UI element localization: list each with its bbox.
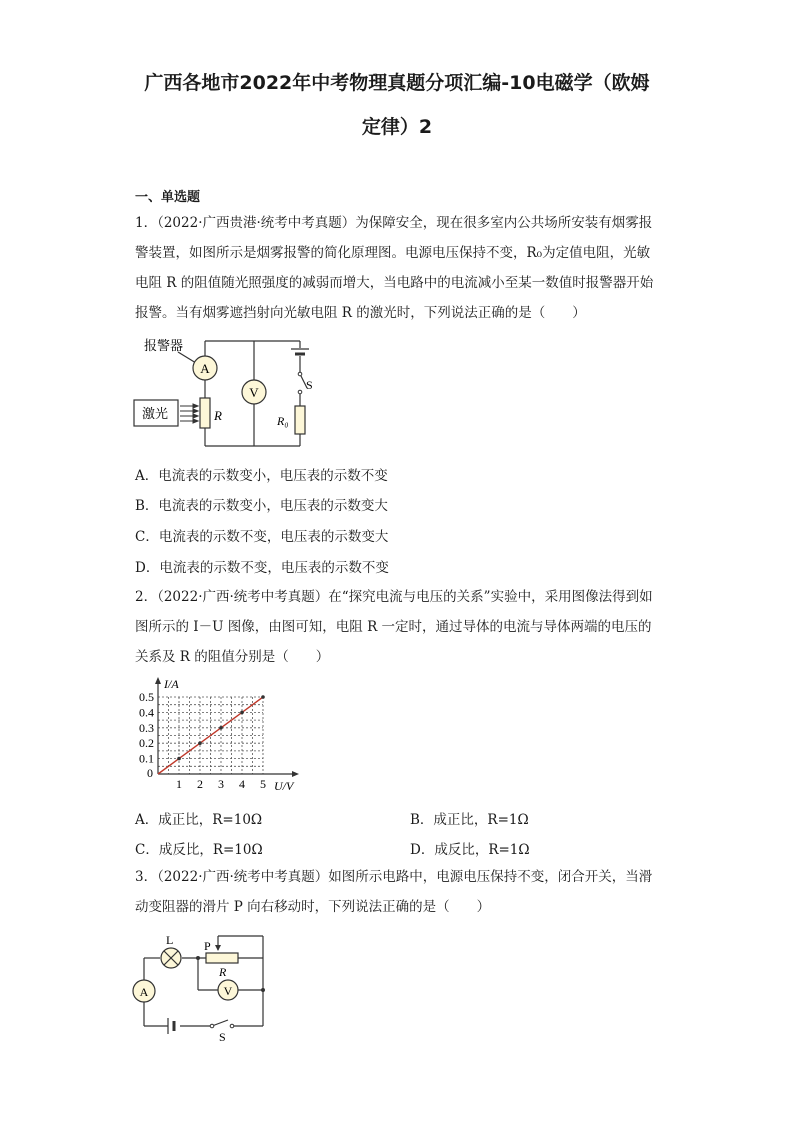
alarm-label: 报警器 [144, 338, 184, 353]
y-tick-label: 0.5 [139, 690, 154, 704]
question-1 [135, 208, 653, 328]
page-title: 广西各地市2022年中考物理真题分项汇编-10电磁学（欧姆 [144, 72, 650, 94]
ammeter-label: A [139, 985, 149, 999]
data-point [177, 757, 181, 761]
switch-contact [230, 1024, 234, 1028]
data-point [219, 726, 223, 730]
option-b: B．成正比，R=1Ω [410, 812, 529, 828]
section-heading: 一、单选题 [135, 190, 201, 205]
x-axis-arrow [292, 771, 299, 777]
option-b: B．电流表的示数变小，电压表的示数变大 [135, 498, 388, 514]
question-line: 关系及 R 的阻值分别是（ ） [135, 649, 330, 665]
rheostat-label: R [219, 965, 227, 979]
data-point [261, 695, 265, 699]
y-tick-label: 0.3 [139, 720, 154, 735]
voltmeter-label: V [249, 385, 259, 400]
option-a: A．成正比，R=10Ω [135, 812, 263, 828]
slider-label: P [204, 939, 211, 953]
option-d: D．电流表的示数不变，电压表的示数不变 [135, 560, 389, 576]
page-title-line2: 定律）2 [361, 116, 433, 138]
y-axis-arrow [155, 677, 161, 684]
y-axis-label: I/A [164, 677, 179, 691]
ammeter-label: A [200, 361, 210, 376]
question-line: 警装置，如图所示是烟雾报警的简化原理图。电源电压保持不变，R₀为定值电阻，光敏 [135, 245, 651, 261]
rheostat-symbol [206, 953, 238, 963]
data-point [240, 711, 244, 715]
fixed-resistor-label: R₀ [277, 414, 289, 428]
x-axis-label: U/V [274, 779, 294, 793]
iu-graph [128, 674, 308, 796]
x-tick-label: 2 [197, 777, 203, 791]
x-tick-label: 3 [218, 777, 224, 791]
junction-dot [196, 956, 200, 960]
question-line: 电阻 R 的阻值随光照强度的减弱而增大，当电路中的电流减小至某一数值时报警器开始 [135, 275, 654, 291]
question-2 [135, 582, 653, 672]
option-c: C．成反比，R=10Ω [135, 842, 263, 858]
photoresistor-symbol [200, 398, 210, 428]
question-line: 报警。当有烟雾遮挡射向光敏电阻 R 的激光时，下列说法正确的是（ ） [135, 305, 586, 321]
junction-dot [261, 988, 265, 992]
option-d: D．成反比，R=1Ω [410, 842, 530, 858]
switch-label: S [219, 1030, 226, 1042]
photoresistor-label: R [214, 408, 222, 423]
switch-label: S [306, 378, 313, 392]
y-tick-label: 0.1 [139, 751, 154, 766]
x-tick-label: 4 [239, 777, 245, 791]
data-point [198, 741, 202, 745]
option-c: C．电流表的示数不变，电压表的示数变大 [135, 529, 389, 545]
x-tick-label: 1 [176, 777, 182, 791]
rheostat-circuit-diagram [128, 930, 278, 1042]
laser-label: 激光 [142, 406, 169, 421]
question-line: 3．（2022·广西·统考中考真题）如图所示电路中，电源电压保持不变，闭合开关，当滑 [135, 869, 653, 885]
switch-contact [298, 390, 302, 394]
slider-arrow [215, 945, 221, 951]
lamp-label: L [166, 933, 174, 947]
question-line: 动变阻器的滑片 P 向右移动时，下列说法正确的是（ ） [135, 899, 491, 915]
option-a: A．电流表的示数变小，电压表的示数不变 [135, 468, 388, 484]
laser-arrows [180, 404, 198, 423]
y-tick-label: 0.2 [139, 736, 154, 751]
voltmeter-label: V [223, 984, 233, 998]
switch-contact [298, 372, 302, 376]
question-line: 2．（2022·广西·统考中考真题）在“探究电流与电压的关系”实验中，采用图像法得到如 [135, 589, 653, 605]
origin-label: 0 [147, 766, 153, 780]
smoke-alarm-circuit-diagram [130, 332, 330, 456]
question-3 [135, 862, 652, 922]
x-tick-label: 5 [260, 777, 266, 791]
question-line: 图所示的 I－U 图像，由图可知，电阻 R 一定时，通过导体的电流与导体两端的电压的 [135, 619, 652, 635]
y-tick-label: 0.4 [139, 705, 154, 720]
fixed-resistor-symbol [295, 406, 305, 434]
switch-contact [210, 1024, 214, 1028]
question-line: 1．（2022·广西贵港·统考中考真题）为保障安全，现在很多室内公共场所安装有烟雾报 [135, 215, 653, 231]
